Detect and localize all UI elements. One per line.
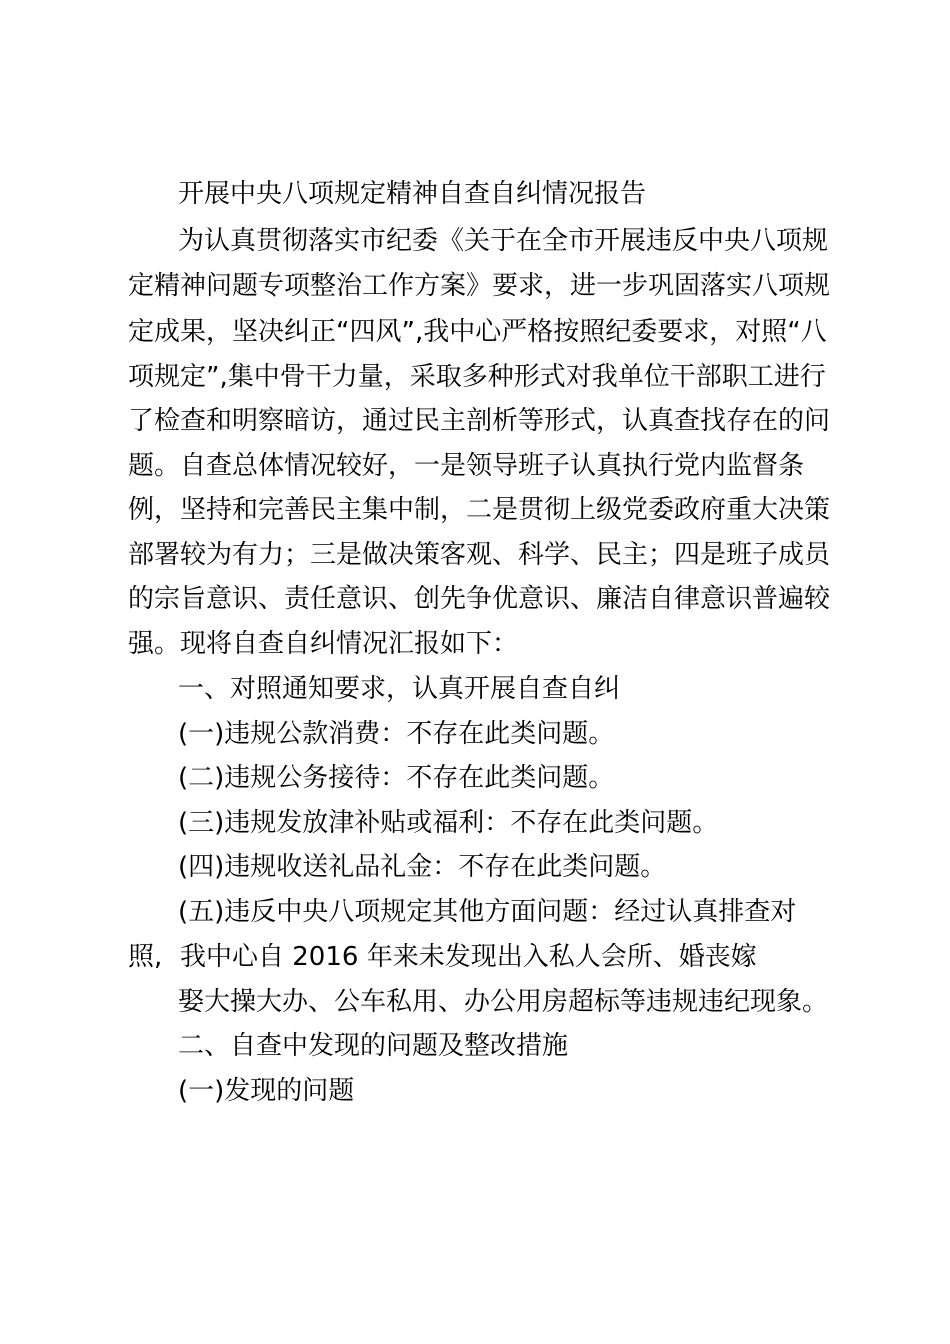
intro-line-7: 例，坚持和完善民主集中制，二是贯彻上级党委政府重大决策 bbox=[128, 495, 831, 525]
item-3: (三)违规发放津补贴或福利：不存在此类问题。 bbox=[178, 808, 719, 838]
intro-line-3: 定成果，坚决纠正“四风”,我中心严格按照纪委要求，对照“八 bbox=[128, 317, 827, 347]
item-5-cont-a: 照, bbox=[128, 942, 163, 972]
intro-line-10: 强。现将自查自纠情况汇报如下： bbox=[128, 629, 519, 659]
intro-line-4: 项规定”,集中骨干力量，采取多种形式对我单位干部职工进行 bbox=[128, 362, 826, 392]
intro-line-2: 定精神问题专项整治工作方案》要求，进一步巩固落实八项规 bbox=[128, 271, 831, 301]
intro-line-8: 部署较为有力；三是做决策客观、科学、民主；四是班子成员 bbox=[128, 540, 831, 570]
document-title: 开展中央八项规定精神自查自纠情况报告 bbox=[178, 179, 647, 209]
intro-line-9: 的宗旨意识、责任意识、创先争优意识、廉洁自律意识普遍较 bbox=[128, 584, 831, 614]
item-2: (二)违规公务接待：不存在此类问题。 bbox=[178, 763, 615, 793]
section1-heading: 一、对照通知要求，认真开展自查自纠 bbox=[178, 674, 621, 704]
section2-sub1: (一)发现的问题 bbox=[178, 1076, 355, 1106]
intro-line-1: 为认真贯彻落实市纪委《关于在全市开展违反中央八项规 bbox=[178, 226, 829, 256]
item-5: (五)违反中央八项规定其他方面问题：经过认真排查对 bbox=[178, 897, 797, 927]
section2-heading: 二、自查中发现的问题及整改措施 bbox=[178, 1031, 569, 1061]
item-1: (一)违规公款消费：不存在此类问题。 bbox=[178, 719, 615, 749]
item-4: (四)违规收送礼品礼金：不存在此类问题。 bbox=[178, 852, 667, 882]
item-5-cont-c: 娶大操大办、公车私用、办公用房超标等违规违纪现象。 bbox=[178, 987, 829, 1017]
intro-line-5: 了检查和明察暗访，通过民主剖析等形式，认真查找存在的问 bbox=[128, 406, 831, 436]
intro-line-6: 题。自查总体情况较好，一是领导班子认真执行党内监督条 bbox=[128, 451, 805, 481]
item-5-cont-b: 我中心自 2016 年来未发现出入私人会所、婚丧嫁 bbox=[180, 942, 757, 972]
